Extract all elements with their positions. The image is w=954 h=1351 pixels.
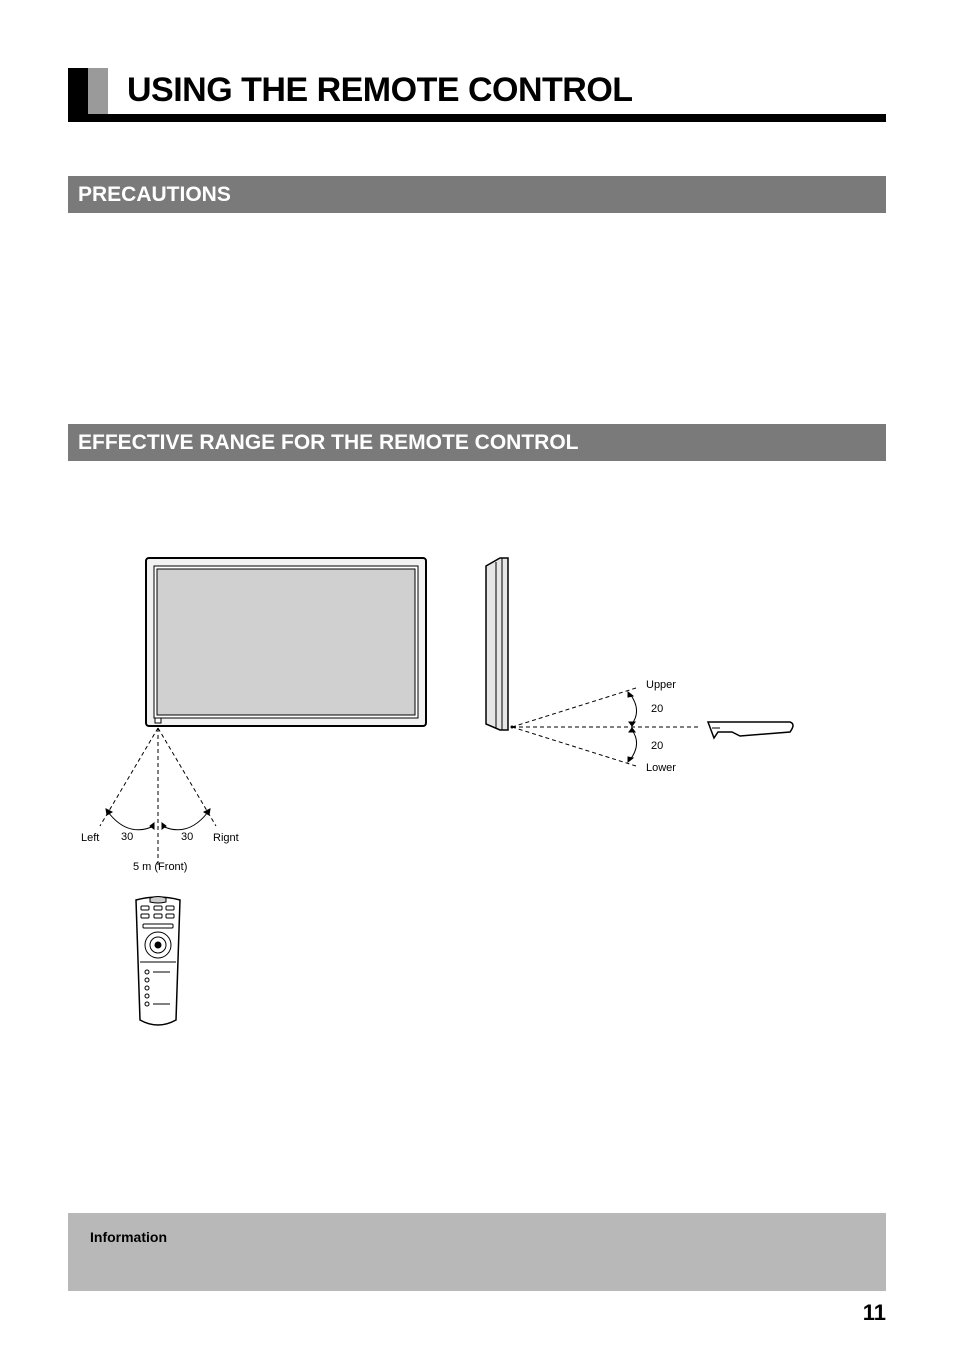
display-side-illustration: [486, 558, 508, 730]
information-label: Information: [90, 1229, 167, 1245]
distance-label: 5 m (Front): [133, 861, 188, 873]
lower-label: Lower: [646, 762, 676, 774]
right-angle: 30: [181, 831, 194, 843]
remote-control-front-illustration: [136, 897, 180, 1026]
left-label: Left: [81, 832, 100, 844]
upper-angle: 20: [651, 703, 664, 715]
remote-control-side-illustration: [708, 722, 793, 738]
display-front-illustration: [146, 558, 426, 726]
front-range-lines: [100, 728, 216, 868]
section-title-effective-range: EFFECTIVE RANGE FOR THE REMOTE CONTROL: [78, 431, 579, 454]
page-title: USING THE REMOTE CONTROL: [127, 71, 633, 109]
information-box: [68, 1213, 886, 1291]
page-number: 11: [862, 1300, 886, 1325]
left-angle: 30: [121, 831, 134, 843]
side-range-lines: [512, 688, 700, 766]
upper-label: Upper: [646, 679, 676, 691]
section-title-precautions: PRECAUTIONS: [78, 183, 231, 206]
lower-angle: 20: [651, 740, 664, 752]
right-label: Rignt: [213, 832, 239, 844]
